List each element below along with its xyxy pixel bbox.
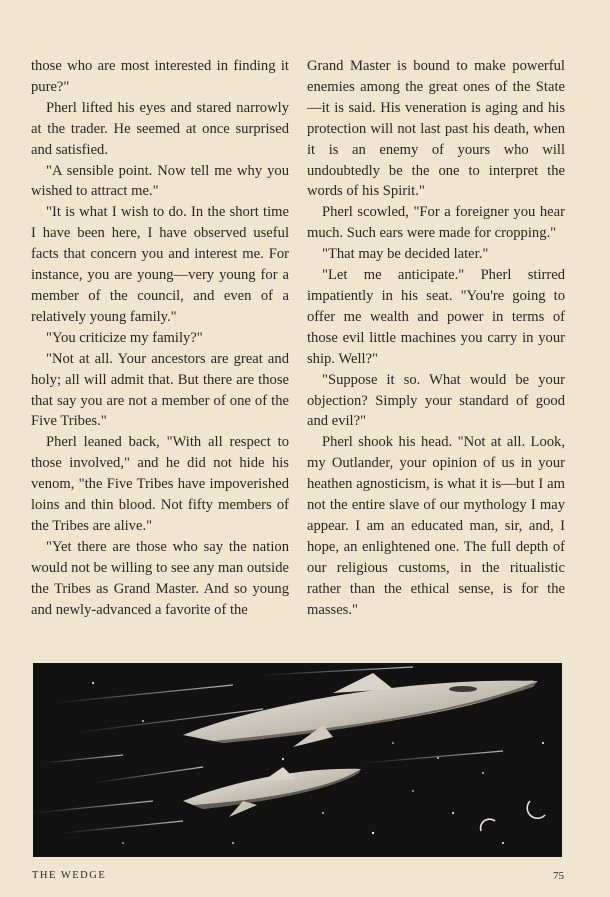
paragraph: "That may be decided later." [322, 246, 489, 263]
right-text-column [307, 56, 565, 620]
paragraph: "Suppose it so. What would be your objection? Simply your standard of good and evil?" [307, 371, 565, 430]
paragraph: "You criticize my family?" [46, 329, 203, 346]
running-title: THE WEDGE [32, 870, 107, 881]
paragraph: "Yet there are those who say the nation would not be willing to see any man outside the Tribes as Grand Master. And so young and newly-advanced a favorite of the [31, 538, 289, 618]
space-scene [33, 663, 562, 857]
page-number: 75 [553, 870, 564, 882]
paragraph: Pherl shook his head. "Not at all. Look, my Outlander, your opinion of us in your heathen agnosticism, is what it is—but I am not the entire slave of our mythology I may appear. I am an educated man, sir, and, I hope, an enlightened one. The full depth of our religious customs, in the ritualistic rather than the ethical sense, is for the masses." [307, 434, 565, 618]
spaceship-illustration [33, 663, 562, 857]
left-text-column [31, 56, 289, 620]
paragraph: "It is what I wish to do. In the short time I have been here, I have observed useful facts that concern you and interest me. For instance, you are young—very young for a member of the council, and even of a relatively young family." [31, 204, 289, 325]
paragraph: Pherl lifted his eyes and stared narrowly at the trader. He seemed at once surprised and satisfied. [31, 99, 289, 158]
paragraph: "Let me anticipate." Pherl stirred impatiently in his seat. "You're going to offer me wealth and power in terms of those evil little machines you carry in your ship. Well?" [307, 267, 565, 367]
paragraph: Pherl leaned back, "With all respect to those involved," and he did not hide his venom, "the Five Tribes have impoverished loins and thin blood. Not fifty members of the Tribes are alive." [31, 434, 289, 534]
paragraph: those who are most interested in finding it pure?" [31, 58, 289, 95]
paragraph: "Not at all. Your ancestors are great and holy; all will admit that. But there are those that say you are not a member of one of the Five Tribes." [31, 350, 289, 430]
paragraph: Pherl scowled, "For a foreigner you hear much. Such ears were made for cropping." [307, 204, 565, 242]
page-footer [32, 870, 564, 882]
paragraph: Grand Master is bound to make powerful enemies among the great ones of the State—it is said. His veneration is aging and his protection will not last past his death, when it is an enemy of yours who will undoubtedly be the one to interpret the words of his Spirit." [307, 58, 565, 200]
paragraph: "A sensible point. Now tell me why you wished to attract me." [31, 162, 289, 200]
